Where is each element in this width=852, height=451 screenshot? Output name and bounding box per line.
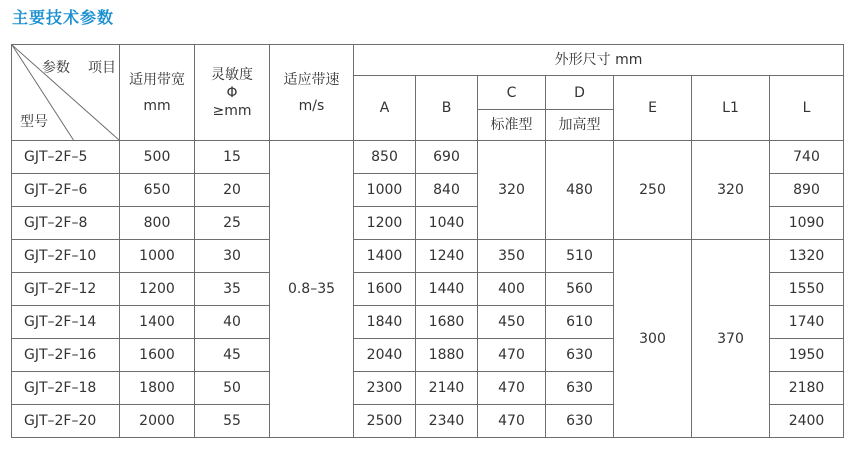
width-cell: 1400 [120, 306, 195, 339]
B-cell: 1440 [416, 273, 478, 306]
header-param-label: 参数 [42, 60, 70, 76]
model-cell: GJT–2F–18 [12, 372, 120, 405]
A-cell: 1000 [354, 174, 416, 207]
sensitivity-symbol: Φ [226, 84, 238, 101]
model-cell: GJT–2F–16 [12, 339, 120, 372]
B-cell: 1040 [416, 207, 478, 240]
L1-group-cell: 320 [692, 141, 770, 240]
B-cell: 1680 [416, 306, 478, 339]
sensitivity-cell: 30 [195, 240, 270, 273]
model-cell: GJT–2F–5 [12, 141, 120, 174]
width-cell: 1600 [120, 339, 195, 372]
width-cell: 1200 [120, 273, 195, 306]
sensitivity-cell: 55 [195, 405, 270, 438]
sensitivity-cell: 25 [195, 207, 270, 240]
width-cell: 650 [120, 174, 195, 207]
width-cell: 1000 [120, 240, 195, 273]
width-cell: 800 [120, 207, 195, 240]
C-cell: 400 [478, 273, 546, 306]
header-L1: L1 [692, 76, 770, 141]
sensitivity-cell: 20 [195, 174, 270, 207]
header-D-sub: 加高型 [546, 110, 614, 141]
header-E: E [614, 76, 692, 141]
A-cell: 1400 [354, 240, 416, 273]
L-cell: 2400 [770, 405, 844, 438]
sensitivity-cell: 50 [195, 372, 270, 405]
sensitivity-unit: ≥mm [212, 102, 252, 119]
width-cell: 1800 [120, 372, 195, 405]
D-group-cell: 480 [546, 141, 614, 240]
spec-table [11, 44, 844, 438]
header-A: A [354, 76, 416, 141]
L-cell: 1320 [770, 240, 844, 273]
E-group-cell: 250 [614, 141, 692, 240]
header-row-1 [12, 45, 844, 76]
L1-group-cell: 370 [692, 240, 770, 438]
header-D: D [546, 76, 614, 110]
speed-unit: m/s [298, 97, 325, 114]
table-row [12, 240, 844, 273]
header-C-sub: 标准型 [478, 110, 546, 141]
sensitivity-cell: 35 [195, 273, 270, 306]
header-sensitivity [195, 45, 270, 141]
A-cell: 850 [354, 141, 416, 174]
B-cell: 2140 [416, 372, 478, 405]
speed-cell: 0.8–35 [270, 141, 354, 438]
model-cell: GJT–2F–14 [12, 306, 120, 339]
sensitivity-cell: 40 [195, 306, 270, 339]
sensitivity-cell: 45 [195, 339, 270, 372]
model-cell: GJT–2F–8 [12, 207, 120, 240]
D-cell: 610 [546, 306, 614, 339]
C-group-cell: 320 [478, 141, 546, 240]
sensitivity-cell: 15 [195, 141, 270, 174]
B-cell: 690 [416, 141, 478, 174]
width-cell: 2000 [120, 405, 195, 438]
header-B: B [416, 76, 478, 141]
D-cell: 630 [546, 372, 614, 405]
header-L: L [770, 76, 844, 141]
D-cell: 560 [546, 273, 614, 306]
model-cell: GJT–2F–20 [12, 405, 120, 438]
header-speed [270, 45, 354, 141]
speed-label: 适应带速 [283, 71, 340, 88]
D-cell: 510 [546, 240, 614, 273]
B-cell: 1880 [416, 339, 478, 372]
table-row [12, 141, 844, 174]
header-C: C [478, 76, 546, 110]
A-cell: 2300 [354, 372, 416, 405]
header-model-label: 型号 [20, 114, 48, 130]
model-cell: GJT–2F–12 [12, 273, 120, 306]
section-title: 主要技术参数 [12, 8, 115, 27]
C-cell: 450 [478, 306, 546, 339]
A-cell: 1840 [354, 306, 416, 339]
belt-width-label: 适用带宽 [129, 71, 185, 88]
B-cell: 1240 [416, 240, 478, 273]
L-cell: 2180 [770, 372, 844, 405]
header-item-label: 项目 [88, 60, 116, 76]
A-cell: 1600 [354, 273, 416, 306]
width-cell: 500 [120, 141, 195, 174]
model-cell: GJT–2F–6 [12, 174, 120, 207]
A-cell: 2500 [354, 405, 416, 438]
L-cell: 1090 [770, 207, 844, 240]
model-cell: GJT–2F–10 [12, 240, 120, 273]
L-cell: 1950 [770, 339, 844, 372]
belt-width-unit: mm [143, 97, 171, 114]
L-cell: 890 [770, 174, 844, 207]
header-belt-width [120, 45, 195, 141]
D-cell: 630 [546, 405, 614, 438]
B-cell: 840 [416, 174, 478, 207]
L-cell: 1740 [770, 306, 844, 339]
A-cell: 2040 [354, 339, 416, 372]
B-cell: 2340 [416, 405, 478, 438]
C-cell: 470 [478, 339, 546, 372]
diagonal-header-cell [12, 45, 120, 141]
C-cell: 470 [478, 372, 546, 405]
D-cell: 630 [546, 339, 614, 372]
header-dimensions: 外形尺寸 mm [354, 45, 844, 76]
L-cell: 740 [770, 141, 844, 174]
sensitivity-label: 灵敏度 [211, 66, 253, 83]
A-cell: 1200 [354, 207, 416, 240]
L-cell: 1550 [770, 273, 844, 306]
E-group-cell: 300 [614, 240, 692, 438]
C-cell: 350 [478, 240, 546, 273]
C-cell: 470 [478, 405, 546, 438]
